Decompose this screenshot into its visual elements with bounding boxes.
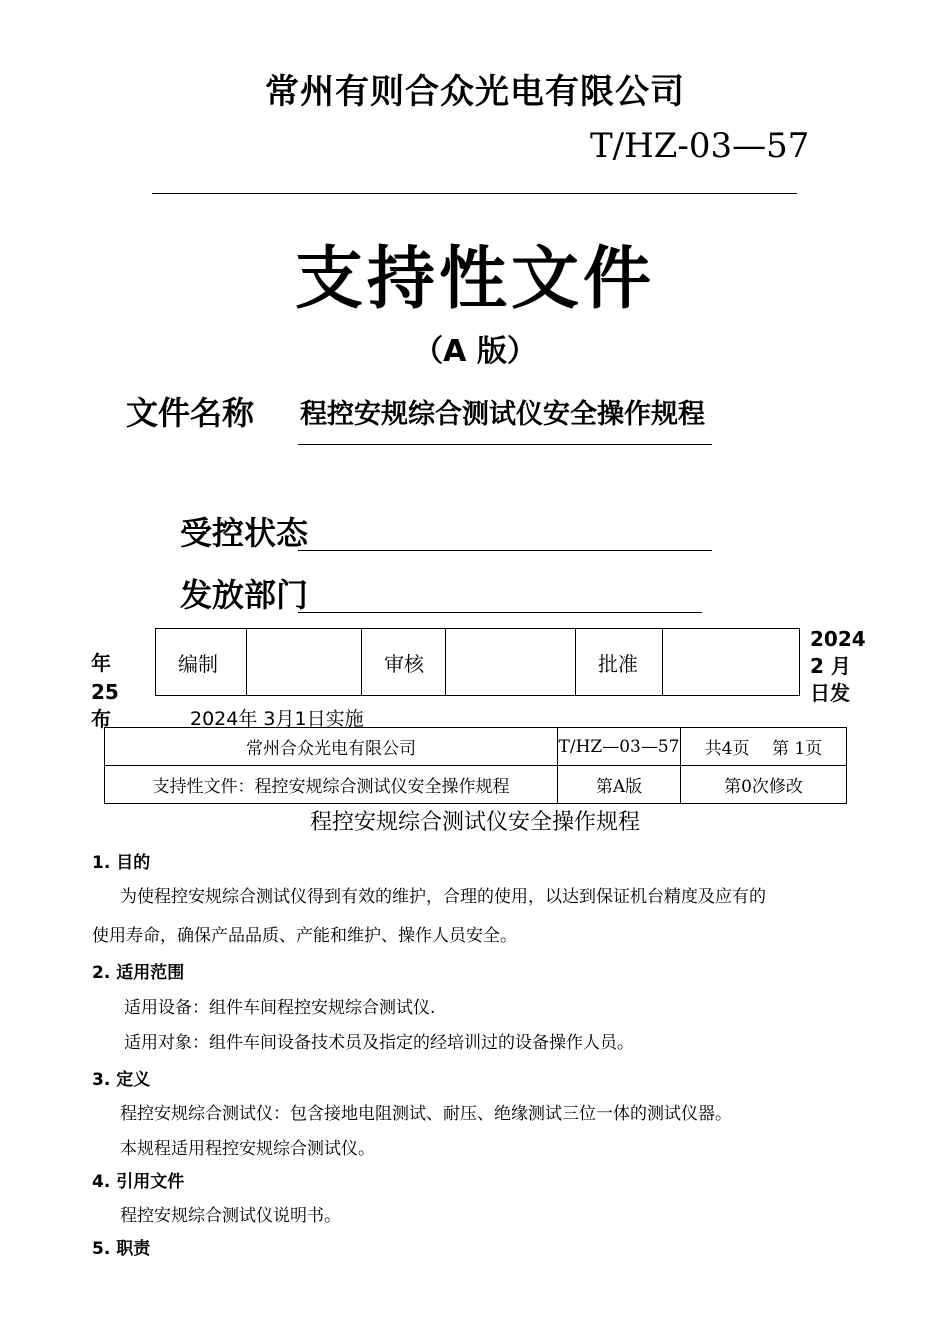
header-divider [152, 193, 797, 194]
section-2-text-line1: 适用设备：组件车间程控安规综合测试仪. [124, 998, 436, 1018]
compile-label: 编制 [156, 629, 247, 696]
issue-date-fragment-year: 年 [91, 651, 111, 675]
company-name: 常州有则合众光电有限公司 [265, 72, 685, 112]
header-document: 支持性文件：程控安规综合测试仪安全操作规程 [105, 766, 558, 804]
header-pages: 共4页 第 1页 [681, 728, 847, 766]
section-5-heading: 5. 职责 [92, 1239, 151, 1259]
header-company: 常州合众光电有限公司 [105, 728, 558, 766]
section-4-text-line1: 程控安规综合测试仪说明书。 [120, 1206, 341, 1226]
control-status-field[interactable] [298, 550, 712, 551]
procedure-title: 程控安规综合测试仪安全操作规程 [309, 810, 640, 835]
section-1-text-line2: 使用寿命，确保产品品质、产能和维护、操作人员安全。 [92, 926, 517, 946]
section-3-heading: 3. 定义 [92, 1070, 151, 1090]
issue-date-fragment-publish: 布 [91, 707, 111, 731]
issue-date-fragment-day: 25 [91, 680, 119, 704]
compile-signature-cell[interactable] [247, 629, 362, 696]
document-type-title: 支持性文件 [294, 240, 655, 319]
header-code: T/HZ—03—57 [558, 728, 681, 766]
section-2-heading: 2. 适用范围 [92, 963, 185, 983]
section-3-text-line1: 程控安规综合测试仪：包含接地电阻测试、耐压、绝缘测试三位一体的测试仪器。 [120, 1104, 732, 1124]
header-revision: 第0次修改 [681, 766, 847, 804]
document-code: T/HZ-03—57 [590, 126, 810, 166]
document-header-table [104, 727, 847, 804]
header-edition: 第A版 [558, 766, 681, 804]
edition-label: （A 版） [413, 334, 537, 369]
section-2-text-line2: 适用对象：组件车间设备技术员及指定的经培训过的设备操作人员。 [124, 1033, 634, 1053]
review-label: 审核 [362, 629, 446, 696]
section-1-heading: 1. 目的 [92, 853, 151, 873]
issue-dept-label: 发放部门 [180, 576, 309, 614]
issue-dept-field[interactable] [298, 612, 702, 613]
file-name-label: 文件名称 [126, 394, 255, 432]
review-signature-cell[interactable] [446, 629, 576, 696]
section-4-heading: 4. 引用文件 [92, 1172, 185, 1192]
file-name-underline [298, 444, 712, 445]
signoff-table [155, 628, 800, 696]
effective-date: 2024年 3月1日实施 [190, 708, 364, 730]
issue-date-label: 日发 [810, 681, 850, 705]
control-status-label: 受控状态 [180, 514, 309, 552]
section-3-text-line2: 本规程适用程控安规综合测试仪。 [120, 1139, 375, 1159]
approve-signature-cell[interactable] [663, 629, 800, 696]
file-name-value: 程控安规综合测试仪安全操作规程 [300, 399, 705, 430]
approve-label: 批准 [576, 629, 663, 696]
section-1-text-line1: 为使程控安规综合测试仪得到有效的维护，合理的使用，以达到保证机台精度及应有的 [120, 887, 766, 907]
issue-date-year: 2024 [810, 627, 866, 651]
issue-date-month: 2 月 [810, 654, 851, 678]
